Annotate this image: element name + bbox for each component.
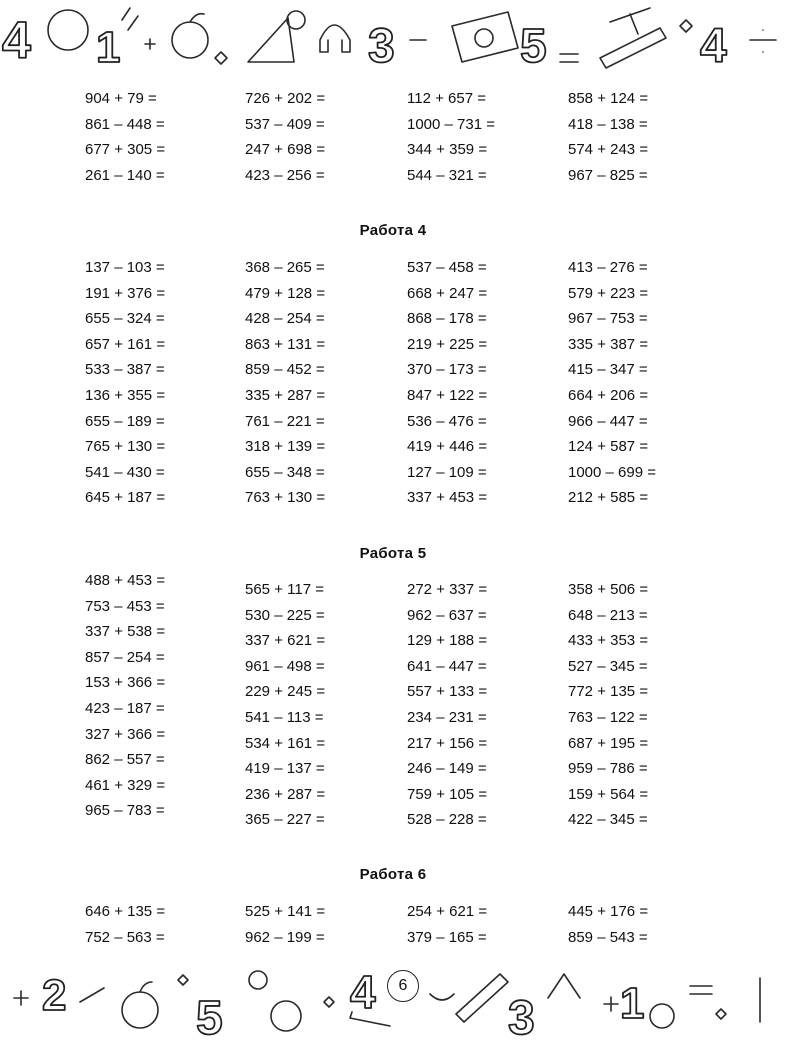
- exercise: 479 + 128 =: [245, 284, 326, 302]
- exercise: 557 + 133 =: [407, 683, 488, 701]
- exercise: 645 + 187 =: [85, 489, 166, 507]
- flower-icon: [249, 971, 267, 989]
- exercise: 862 – 557 =: [85, 751, 165, 769]
- divide-icon: [750, 30, 776, 52]
- zero-icon: [48, 10, 88, 50]
- exercise: 761 – 221 =: [245, 412, 325, 430]
- exercise-column: [568, 255, 738, 511]
- digit-icon: 1: [96, 23, 121, 72]
- exercise: 212 + 585 =: [568, 489, 649, 507]
- exercise: 677 + 305 =: [85, 141, 166, 159]
- exercise: 763 + 130 =: [245, 489, 326, 507]
- exercise: 358 + 506 =: [568, 581, 649, 598]
- equals-icon: [690, 986, 712, 994]
- exercise: 261 – 140 =: [85, 166, 165, 184]
- exercise: 668 + 247 =: [407, 284, 488, 302]
- exercise: 648 – 213 =: [568, 606, 648, 624]
- exercise: 544 – 321 =: [407, 166, 487, 184]
- exercise: 337 + 538 =: [85, 623, 166, 641]
- compass-icon: [548, 974, 580, 998]
- ruler-icon: [600, 28, 666, 68]
- digit-icon: 3: [508, 992, 535, 1045]
- exercise: 726 + 202 =: [245, 90, 326, 107]
- exercise: 368 – 265 =: [245, 259, 325, 276]
- exercise: 428 – 254 =: [245, 310, 325, 328]
- exercise: 967 – 753 =: [568, 310, 648, 328]
- exercise: 370 – 173 =: [407, 361, 487, 379]
- compass-icon: [610, 8, 650, 34]
- exercise: 129 + 188 =: [407, 632, 488, 650]
- section-heading: Работа 6: [359, 866, 427, 883]
- exercise: 655 – 348 =: [245, 463, 325, 481]
- exercise: 861 – 448 =: [85, 115, 165, 133]
- exercise-column: [85, 86, 255, 188]
- exercise: 579 + 223 =: [568, 284, 649, 302]
- section-heading: Работа 5: [359, 545, 427, 562]
- exercise: 234 – 231 =: [407, 708, 487, 726]
- exercise: 159 + 564 =: [568, 785, 649, 803]
- exercise: 772 + 135 =: [568, 683, 649, 701]
- headphones-icon: [320, 25, 350, 52]
- exercise: 904 + 79 =: [85, 90, 157, 107]
- flower-icon: [287, 11, 305, 29]
- equals-icon: [560, 54, 578, 62]
- exercise: 534 + 161 =: [245, 734, 326, 752]
- exercise: 229 + 245 =: [245, 683, 326, 701]
- apple-icon: [172, 22, 208, 58]
- exercise: 419 – 137 =: [245, 760, 325, 778]
- exercise: 961 – 498 =: [245, 657, 325, 675]
- exercise: 962 – 199 =: [245, 928, 325, 946]
- exercise: 337 + 621 =: [245, 632, 326, 650]
- exercise: 752 – 563 =: [85, 928, 165, 946]
- exercise-column: [245, 255, 415, 511]
- exercise: 536 – 476 =: [407, 412, 487, 430]
- exercise-column: [568, 577, 738, 833]
- digit-icon: 4: [350, 966, 376, 1018]
- star-icon: [178, 975, 188, 985]
- exercise: 153 + 366 =: [85, 674, 166, 692]
- exercise-column: [85, 899, 255, 950]
- digit-icon: 2: [42, 971, 67, 1020]
- exercise: 136 + 355 =: [85, 386, 166, 404]
- exercise: 272 + 337 =: [407, 581, 488, 598]
- paperclip-icon: [122, 8, 138, 30]
- exercise: 344 + 359 =: [407, 141, 488, 159]
- digit-icon: 5: [196, 992, 223, 1045]
- exercise: 419 + 446 =: [407, 438, 488, 456]
- exercise: 574 + 243 =: [568, 141, 649, 159]
- exercise: 759 + 105 =: [407, 785, 488, 803]
- star-icon: [716, 1009, 726, 1019]
- page-number: 6: [387, 970, 419, 1002]
- exercise: 422 – 345 =: [568, 811, 648, 829]
- star-icon: [324, 997, 334, 1007]
- exercise: 655 – 189 =: [85, 412, 165, 430]
- exercise-column: [245, 86, 415, 188]
- banknote-icon: [452, 12, 518, 62]
- set-square-icon: [248, 18, 294, 62]
- exercise: 1000 – 731 =: [407, 115, 496, 133]
- exercise: 137 – 103 =: [85, 259, 165, 276]
- exercise: 127 – 109 =: [407, 463, 487, 481]
- exercise: 863 + 131 =: [245, 335, 326, 353]
- section-heading: Работа 4: [359, 222, 427, 239]
- exercise: 687 + 195 =: [568, 734, 649, 752]
- exercise: 533 – 387 =: [85, 361, 165, 379]
- plus-icon: [14, 991, 28, 1005]
- exercise: 847 + 122 =: [407, 386, 488, 404]
- exercise: 488 + 453 =: [85, 572, 166, 589]
- exercise: 415 – 347 =: [568, 361, 648, 379]
- exercise: 962 – 637 =: [407, 606, 487, 624]
- exercise: 565 + 117 =: [245, 581, 324, 598]
- exercise: 335 + 287 =: [245, 386, 326, 404]
- exercise: 537 – 458 =: [407, 259, 487, 276]
- exercise-column: [407, 577, 577, 833]
- ruler-icon: [456, 974, 508, 1022]
- exercise: 657 + 161 =: [85, 335, 166, 353]
- cherry-icon: [650, 1004, 674, 1028]
- digit-icon: 4: [700, 20, 727, 73]
- exercise: 1000 – 699 =: [568, 463, 657, 481]
- exercise: 423 – 187 =: [85, 699, 165, 717]
- exercise: 219 + 225 =: [407, 335, 488, 353]
- exercise: 327 + 366 =: [85, 725, 166, 743]
- exercise: 418 – 138 =: [568, 115, 648, 133]
- pencil-icon: [80, 988, 104, 1002]
- plus-icon: [145, 39, 155, 49]
- bottom-decorative-border: [0, 958, 786, 1048]
- exercise-column: [568, 899, 738, 950]
- exercise: 765 + 130 =: [85, 438, 166, 456]
- exercise: 664 + 206 =: [568, 386, 649, 404]
- top-decorative-border: [0, 0, 786, 78]
- exercise: 124 + 587 =: [568, 438, 649, 456]
- exercise: 246 – 149 =: [407, 760, 487, 778]
- digit-icon: 4: [2, 12, 31, 70]
- exercise: 646 + 135 =: [85, 903, 166, 920]
- star-icon: [680, 20, 692, 32]
- exercise: 857 – 254 =: [85, 648, 165, 666]
- exercise-column: [245, 899, 415, 950]
- exercise: 541 – 113 =: [245, 708, 324, 726]
- exercise: 753 – 453 =: [85, 597, 165, 615]
- exercise-column: [85, 255, 255, 511]
- digit-icon: 3: [368, 20, 395, 73]
- exercise: 537 – 409 =: [245, 115, 325, 133]
- exercise: 379 – 165 =: [407, 928, 487, 946]
- exercise: 461 + 329 =: [85, 776, 166, 794]
- exercise: 530 – 225 =: [245, 606, 325, 624]
- exercise: 112 + 657 =: [407, 90, 486, 107]
- exercise: 191 + 376 =: [85, 284, 166, 302]
- exercise: 541 – 430 =: [85, 463, 165, 481]
- exercise: 337 + 453 =: [407, 489, 488, 507]
- exercise: 641 – 447 =: [407, 657, 487, 675]
- exercise: 858 + 124 =: [568, 90, 649, 107]
- exercise-column: [568, 86, 738, 188]
- apple-icon: [122, 992, 158, 1028]
- exercise: 763 – 122 =: [568, 708, 648, 726]
- exercise-column: [85, 568, 255, 824]
- digit-icon: 5: [520, 20, 547, 73]
- exercise: 527 – 345 =: [568, 657, 648, 675]
- exercise: 859 – 543 =: [568, 928, 648, 946]
- exercise-column: [407, 899, 577, 950]
- digit-icon: 1: [620, 979, 645, 1028]
- exercise: 965 – 783 =: [85, 802, 165, 820]
- exercise: 365 – 227 =: [245, 811, 325, 829]
- exercise: 413 – 276 =: [568, 259, 648, 276]
- exercise-column: [407, 255, 577, 511]
- exercise: 433 + 353 =: [568, 632, 649, 650]
- exercise: 423 – 256 =: [245, 166, 325, 184]
- exercise: 967 – 825 =: [568, 166, 648, 184]
- smiley-icon: [271, 1001, 301, 1031]
- exercise: 217 + 156 =: [407, 734, 488, 752]
- exercise: 335 + 387 =: [568, 335, 649, 353]
- exercise: 236 + 287 =: [245, 785, 326, 803]
- exercise: 868 – 178 =: [407, 310, 487, 328]
- star-icon: [215, 52, 227, 64]
- exercise: 528 – 228 =: [407, 811, 487, 829]
- plus-icon: [604, 997, 618, 1011]
- exercise: 254 + 621 =: [407, 903, 488, 920]
- exercise-column: [245, 577, 415, 833]
- exercise: 318 + 139 =: [245, 438, 326, 456]
- exercise: 959 – 786 =: [568, 760, 648, 778]
- exercise: 247 + 698 =: [245, 141, 326, 159]
- exercise: 525 + 141 =: [245, 903, 326, 920]
- exercise: 445 + 176 =: [568, 903, 649, 920]
- exercise: 655 – 324 =: [85, 310, 165, 328]
- exercise: 859 – 452 =: [245, 361, 325, 379]
- exercise: 966 – 447 =: [568, 412, 648, 430]
- exercise-column: [407, 86, 577, 188]
